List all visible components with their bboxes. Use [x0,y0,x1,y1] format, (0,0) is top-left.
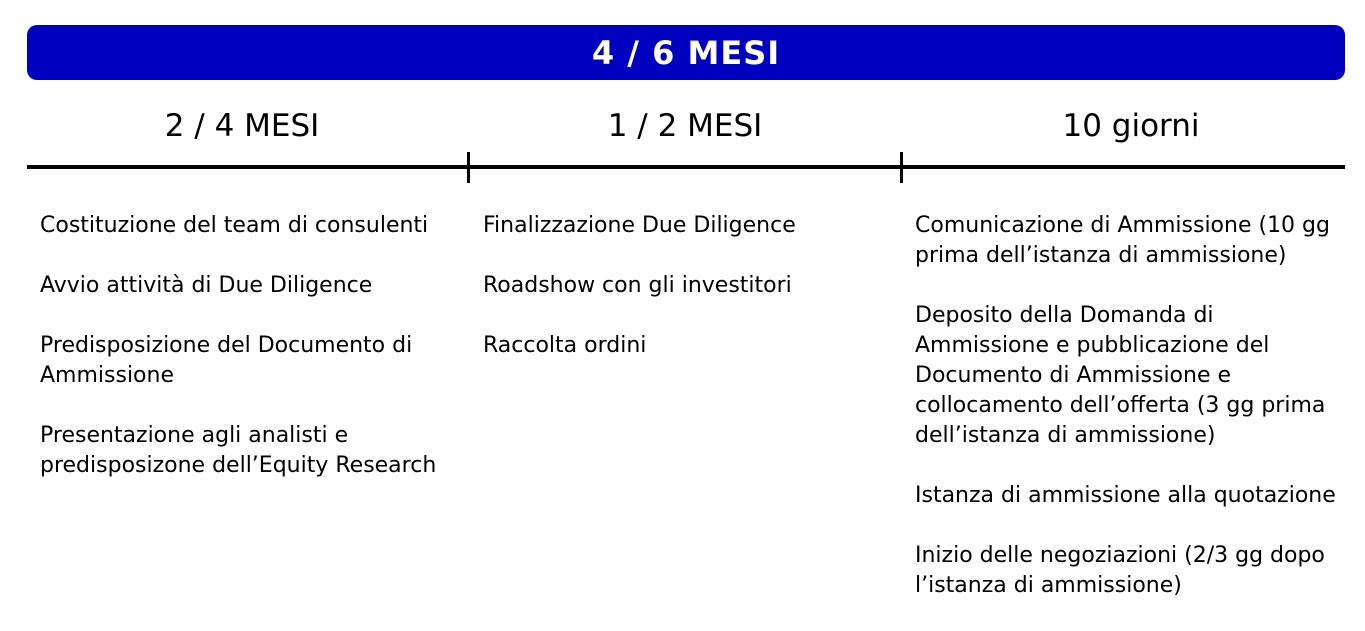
activity-item: Deposito della Domanda di Ammissione e pubblicazione del Documento di Ammissione e collocamento dell’offerta (3 gg prima dell’istanza di ammissione) [915,303,1326,448]
activity-item: Raccolta ordini [483,333,647,358]
total-duration-banner [27,25,1345,80]
activity-item: Predisposizione del Documento di Ammissione [40,333,413,388]
phase-1-duration-label: 2 / 4 MESI [164,108,320,144]
phase-2-duration-label: 1 / 2 MESI [607,108,763,144]
activity-item: Presentazione agli analisti e predisposizone dell’Equity Research [40,423,437,478]
timeline-axis [27,165,1345,169]
timeline-tick-2 [900,152,903,183]
timeline-tick-1 [467,152,470,183]
activity-item: Istanza di ammissione alla quotazione [915,483,1336,508]
activity-item: Costituzione del team di consulenti [40,213,429,238]
activity-item: Avvio attività di Due Diligence [40,273,373,298]
activity-item: Finalizzazione Due Diligence [483,213,796,238]
activity-item: Roadshow con gli investitori [483,273,792,298]
phase-3-duration-label: 10 giorni [1062,108,1200,144]
activity-item: Inizio delle negoziazioni (2/3 gg dopo l’istanza di ammissione) [915,543,1325,598]
phase-2-activities [483,211,893,391]
phase-3-activities [915,211,1345,631]
phase-1-activities [40,211,460,511]
activity-item: Comunicazione di Ammissione (10 gg prima dell’istanza di ammissione) [915,213,1330,268]
total-duration-label: 4 / 6 MESI [591,33,781,72]
